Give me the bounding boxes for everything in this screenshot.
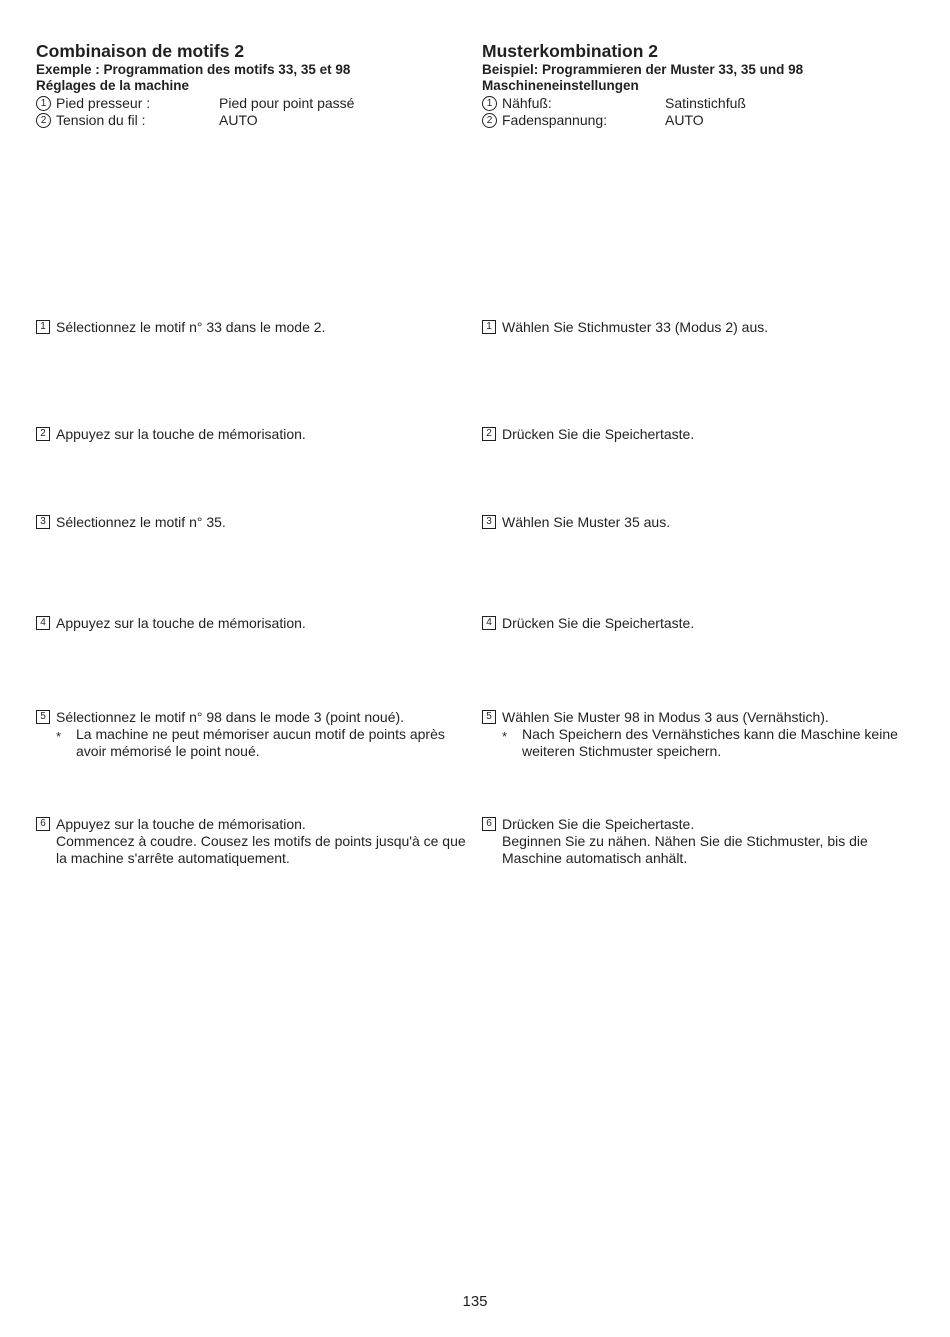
step-number-box: 1 — [482, 320, 496, 334]
french-step-3 — [36, 514, 466, 531]
step-text: Sélectionnez le motif n° 35. — [56, 514, 226, 530]
french-settings-heading: Réglages de la machine — [36, 78, 190, 93]
french-step-4 — [36, 615, 466, 632]
step-number-box: 3 — [36, 515, 50, 529]
french-step-1 — [36, 319, 466, 336]
setting-label: Fadenspannung: — [502, 112, 608, 128]
german-step-4 — [482, 615, 912, 632]
step-note — [56, 726, 466, 760]
step-text: Drücken Sie die Speichertaste. — [502, 816, 695, 832]
french-title: Combinaison de motifs 2 — [36, 41, 245, 61]
step-text: Appuyez sur la touche de mémorisation. — [56, 615, 306, 631]
step-number-box: 1 — [36, 320, 50, 334]
french-step-2 — [36, 426, 466, 443]
step-text: Sélectionnez le motif n° 98 dans le mode 3 (point noué). — [56, 709, 405, 725]
setting-label: Tension du fil : — [56, 112, 146, 128]
setting-value: Pied pour point passé — [219, 95, 355, 111]
french-step-5 — [36, 709, 466, 760]
step-number-box: 4 — [36, 616, 50, 630]
circled-number-marker: 2 — [482, 113, 497, 128]
german-step-5 — [482, 709, 912, 760]
german-step-1 — [482, 319, 912, 336]
note-text: Nach Speichern des Vernähstiches kann die Maschine keine weiteren Stichmuster speichern. — [522, 726, 898, 759]
circled-number-marker: 1 — [36, 96, 51, 111]
step-number-box: 2 — [36, 427, 50, 441]
step-number-box: 5 — [36, 710, 50, 724]
step-extra-text: Commencez à coudre. Cousez les motifs de points jusqu'à ce que la machine s'arrête automatiquement. — [56, 833, 466, 866]
setting-value: AUTO — [665, 112, 704, 128]
step-number-box: 5 — [482, 710, 496, 724]
french-subtitle: Exemple : Programmation des motifs 33, 35 et 98 — [36, 62, 351, 77]
asterisk-marker: * — [502, 729, 508, 744]
step-text: Drücken Sie die Speichertaste. — [502, 615, 695, 631]
step-extra-text: Beginnen Sie zu nähen. Nähen Sie die Stichmuster, bis die Maschine automatisch anhält. — [502, 833, 868, 866]
page-number: 135 — [462, 1293, 488, 1310]
note-text: La machine ne peut mémoriser aucun motif de points après avoir mémorisé le point noué. — [76, 726, 445, 759]
step-number-box: 6 — [482, 817, 496, 831]
german-step-2 — [482, 426, 912, 443]
german-settings-heading: Maschineneinstellungen — [482, 78, 639, 93]
step-number-box: 4 — [482, 616, 496, 630]
german-step-6 — [482, 816, 912, 867]
step-text: Wählen Sie Muster 35 aus. — [502, 514, 671, 530]
german-title: Musterkombination 2 — [482, 41, 658, 61]
asterisk-marker: * — [56, 729, 62, 744]
step-text: Drücken Sie die Speichertaste. — [502, 426, 695, 442]
step-note — [502, 726, 912, 760]
french-step-6 — [36, 816, 466, 867]
step-text: Appuyez sur la touche de mémorisation. — [56, 816, 306, 832]
step-text: Wählen Sie Stichmuster 33 (Modus 2) aus. — [502, 319, 769, 335]
german-step-3 — [482, 514, 912, 531]
setting-value: Satinstichfuß — [665, 95, 746, 111]
step-number-box: 6 — [36, 817, 50, 831]
setting-label: Pied presseur : — [56, 95, 151, 111]
setting-label: Nähfuß: — [502, 95, 552, 111]
step-text: Wählen Sie Muster 98 in Modus 3 aus (Vernähstich). — [502, 709, 829, 725]
german-subtitle: Beispiel: Programmieren der Muster 33, 35 und 98 — [482, 62, 804, 77]
step-number-box: 3 — [482, 515, 496, 529]
step-number-box: 2 — [482, 427, 496, 441]
circled-number-marker: 2 — [36, 113, 51, 128]
circled-number-marker: 1 — [482, 96, 497, 111]
setting-value: AUTO — [219, 112, 258, 128]
step-text: Appuyez sur la touche de mémorisation. — [56, 426, 306, 442]
step-text: Sélectionnez le motif n° 33 dans le mode 2. — [56, 319, 326, 335]
